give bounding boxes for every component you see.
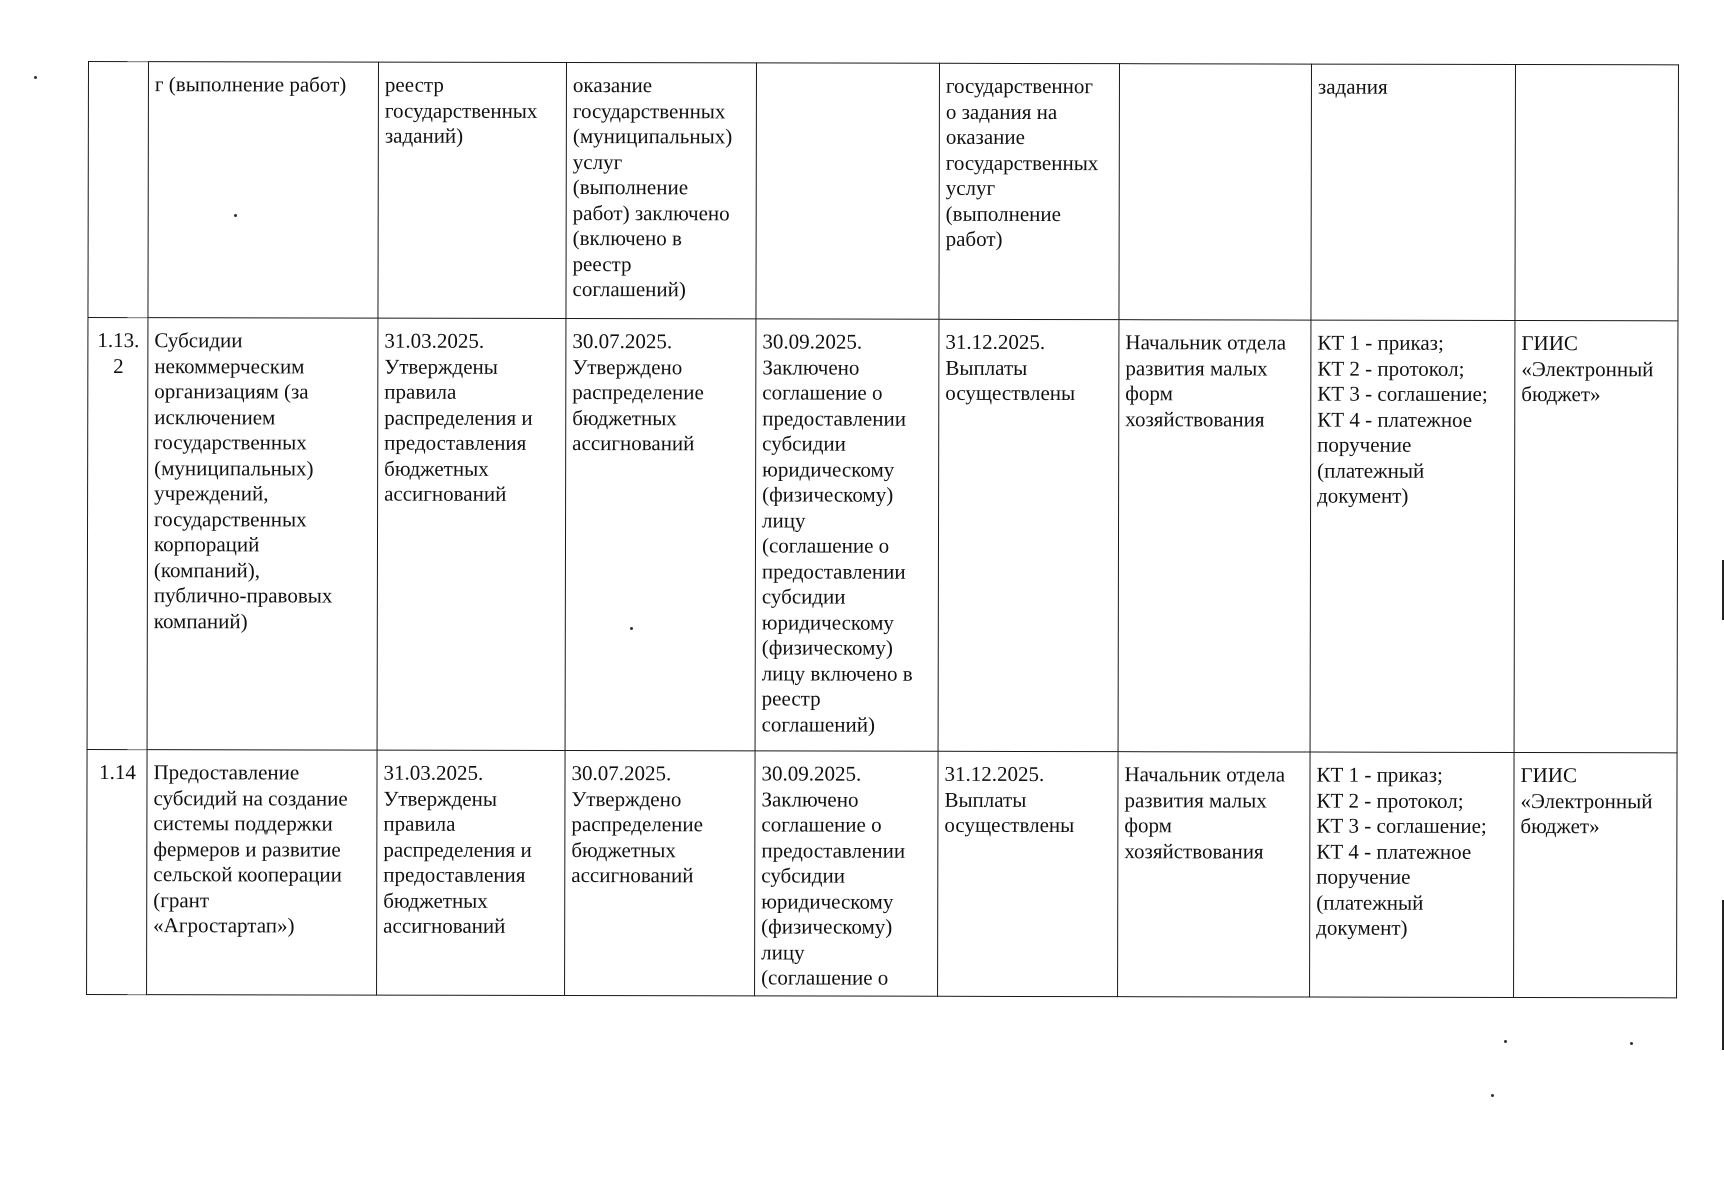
cell-text-line: правила [383,811,456,836]
cell-text-line: «Агростартап») [153,913,295,938]
cell-text-line: документ) [1316,915,1408,940]
table-body [87,62,1679,998]
cell-text-line: оказание [945,124,1025,149]
cell-text-line: субсидии [761,584,846,609]
cell-text-line: 31.12.2025. [945,329,1046,355]
cell-text-line: некоммерческим [154,353,305,378]
cell-text-line: документ) [1317,483,1409,508]
cell-text-line: бюджетных [572,405,677,430]
cell-text-line: (муниципальных) [572,124,733,149]
row-number: 1.14 [87,749,148,994]
cell-text-line: услуг [945,175,996,200]
cell-text-line: оказание [572,73,653,98]
col-kt2-cell [565,319,756,751]
col-kt4-cell [938,319,1119,751]
cell-text-line: Выплаты [945,355,1028,380]
scan-speck [1504,1040,1507,1043]
cell-text-line: распределение [572,380,704,405]
col-responsible-cell [1119,64,1312,320]
cell-text-line: ассигнований [571,863,694,888]
cell-text-line: Выплаты [944,787,1027,812]
cell-text-line: ассигнований [383,913,506,938]
cell-text-line: осуществлены [944,812,1075,838]
scan-speck [234,214,237,217]
col-name-cell [147,318,378,750]
cell-text-line: форм [1125,381,1173,406]
cell-text-line: государственных [154,430,307,455]
cell-text-line: сельской кооперации [153,862,342,887]
cell-text-line: субсидии [762,431,846,456]
cell-text-line: ассигнований [572,431,695,456]
col-kt3-cell [756,63,940,319]
col-kt2-cell [566,63,757,319]
cell-text-line: ГИИС [1520,763,1578,788]
cell-text-line: «Электронный [1521,356,1654,381]
cell-text-line: 31.12.2025. [944,761,1045,787]
cell-text-line: соглашений) [761,711,876,737]
cell-text-line: работ) заключено [572,200,730,225]
cell-text-line: распределения и [384,405,533,430]
cell-text-line: (выполнение [945,201,1062,226]
col-documents-cell [1310,752,1515,997]
cell-text-line: (платежный [1316,890,1424,915]
col-responsible-cell [1118,320,1311,752]
col-name-cell [147,750,378,995]
cell-text-line: Утверждено [572,354,683,379]
cell-text-line: лицу включено в [761,660,913,686]
cell-text-line: системы поддержки [153,811,333,836]
cell-text-line: 30.09.2025. [761,761,862,786]
col-documents-cell [1311,64,1516,320]
cell-text-line: соглашение о [762,380,883,405]
cell-text-line: ГИИС [1521,331,1578,356]
scan-speck [1491,1094,1494,1097]
col-documents-cell [1310,320,1515,752]
cell-text-line: 30.09.2025. [762,329,863,354]
cell-text-line: 31.03.2025. [384,328,485,353]
cell-text-line: лицу [761,939,805,965]
col-kt4-cell [938,751,1119,996]
cell-text-line: реестр [384,72,444,97]
cell-text-line: исключением [154,404,276,429]
table-row [88,62,1679,321]
cell-text-line: КТ 3 - соглашение; [1317,381,1488,406]
col-kt3-cell [755,751,939,996]
cell-text-line: организациям (за [154,379,309,404]
cell-text-line: 31.03.2025. [383,760,484,785]
cell-text-line: корпораций [153,532,260,557]
cell-text-line: хозяйствования [1124,838,1264,863]
cell-text-line: осуществлены [945,380,1076,406]
cell-text-line: КТ 3 - соглашение; [1316,813,1487,838]
cell-text-line: КТ 2 - протокол; [1316,788,1464,813]
cell-text-line: развития малых [1124,787,1267,812]
cell-text-line: компаний) [153,608,248,633]
cell-text-line: Утверждено [571,786,682,811]
cell-text-line: Заключено [762,354,860,380]
cell-text-line: соглашение о [761,812,882,837]
cell-text-line: работ) [945,226,1003,251]
cell-text-line: бюджет» [1520,814,1600,839]
col-responsible-cell [1118,752,1311,997]
cell-text-line: поручение [1317,432,1412,457]
cell-text-line: бюджетных [571,837,676,862]
col-system-cell [1515,64,1679,320]
cell-text-line: (муниципальных) [154,455,314,480]
cell-text-line: (платежный [1317,458,1425,483]
cell-text-line: задания [1317,74,1388,99]
cell-text-line: Предоставление [153,760,300,785]
cell-text-line: (физическому) [762,482,894,507]
cell-text-line: (выполнение [572,175,689,200]
cell-text-line: 30.07.2025. [572,329,673,354]
col-kt1-cell [378,62,567,318]
cell-text-line: форм [1124,813,1173,838]
cell-text-line: государственных [154,506,307,531]
cell-text-line: Субсидии [154,328,243,353]
cell-text-line: лицу [762,507,806,533]
scan-speck [630,627,633,630]
cell-text-line: развития малых [1125,355,1268,380]
cell-text-line: распределения и [383,837,532,862]
cell-text-line: государственных [384,98,538,123]
cell-text-line: (включено в [572,226,682,251]
scan-speck [1630,1042,1633,1045]
cell-text-line: предоставления [383,862,526,887]
col-kt3-cell [755,319,939,751]
cell-text-line: (соглашение о [761,965,889,990]
cell-text-line: государственног [945,73,1094,99]
cell-text-line: (физическому) [761,914,893,939]
cell-text-line: юридическому [762,456,895,482]
col-system-cell [1514,320,1678,752]
cell-text-line: предоставлении [761,837,906,863]
cell-text-line: предоставлении [761,558,906,584]
col-kt4-cell [939,63,1120,319]
cell-text-line: КТ 1 - приказ; [1317,330,1444,355]
col-kt1-cell [377,318,566,750]
cell-text-line: хозяйствования [1125,406,1265,431]
cell-text-line: Начальник отдела [1125,330,1287,355]
col-kt2-cell [565,751,756,996]
row-number: 1.13. 2 [87,318,148,750]
col-kt1-cell [377,750,566,995]
cell-text-line: (соглашение о [761,533,890,558]
cell-text-line: КТ 2 - протокол; [1317,356,1465,381]
cell-text-line: «Электронный [1520,788,1653,813]
cell-text-line: КТ 4 - платежное [1316,839,1472,864]
cell-text-line: Начальник отдела [1124,762,1286,787]
cell-text-line: (физическому) [761,635,893,660]
cell-text-line: предоставлении [762,405,906,431]
cell-text-line: КТ 4 - платежное [1317,407,1473,432]
cell-text-line: реестр [761,686,821,711]
cell-text-line: 30.07.2025. [571,761,672,786]
cell-text-line: (компаний), [153,557,261,582]
cell-text-line: соглашений) [572,277,686,302]
cell-text-line: г (выполнение работ) [154,72,347,97]
cell-text-line: услуг [572,149,623,174]
table-row [87,749,1678,997]
cell-text-line: предоставления [384,430,527,455]
cell-text-line: Утверждены [384,354,498,379]
cell-text-line: о задания на [945,99,1058,124]
table-row [87,318,1678,753]
cell-text-line: реестр [572,251,632,276]
cell-text-line: заданий) [384,123,464,148]
cell-text-line: юридическому [761,609,894,635]
cell-text-line: бюджет» [1521,382,1601,407]
cell-text-line: субсидий на создание [153,785,348,811]
cell-text-line: фермеров и развитие [153,836,341,862]
cell-text-line: субсидии [761,863,845,888]
cell-text-line: Заключено [761,786,859,812]
cell-text-line: государственных [572,98,726,123]
cell-text-line: юридическому [761,888,894,914]
cell-text-line: поручение [1316,864,1411,889]
cell-text-line: КТ 1 - приказ; [1316,762,1443,787]
scan-speck [34,76,37,79]
col-name-cell [148,62,379,318]
cell-text-line: бюджетных [384,456,489,481]
cell-text-line: ассигнований [384,481,507,506]
plan-table [86,61,1679,998]
cell-text-line: распределение [571,812,703,837]
cell-text-line: Утверждены [383,786,498,811]
cell-text-line: (грант [153,887,210,912]
cell-text-line: правила [384,379,457,404]
cell-text-line: государственных [945,150,1099,175]
row-number [88,62,149,318]
col-system-cell [1514,752,1678,997]
cell-text-line: публично-правовых [153,583,333,608]
cell-text-line: учреждений, [154,481,269,506]
cell-text-line: бюджетных [383,888,488,913]
